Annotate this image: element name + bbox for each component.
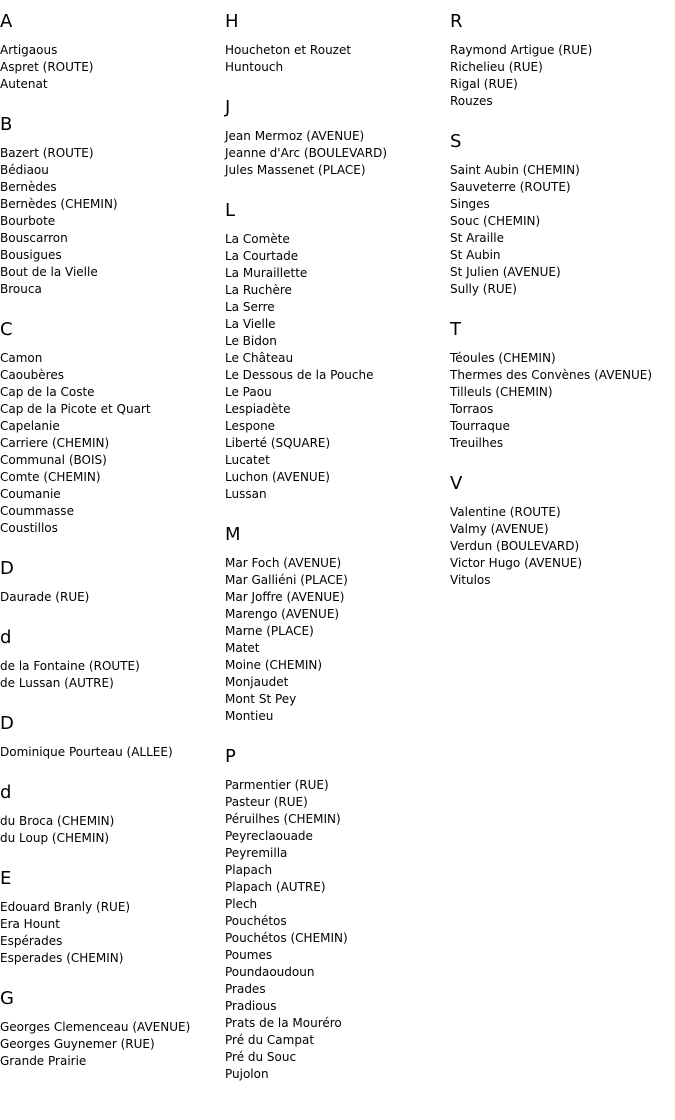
street-link[interactable]: Prats de la Mouréro: [225, 1016, 342, 1030]
street-link[interactable]: Treuilhes: [450, 436, 504, 450]
street-link[interactable]: Raymond Artigue (RUE): [450, 43, 593, 57]
street-list: [0, 589, 225, 606]
letter-section: [450, 320, 675, 452]
letter-heading: B: [0, 114, 13, 135]
street-link[interactable]: Georges Guynemer (RUE): [0, 1037, 155, 1051]
letter-heading: V: [450, 473, 463, 494]
street-link[interactable]: Mont St Pey: [225, 692, 297, 706]
street-link[interactable]: Era Hount: [0, 917, 60, 931]
street-link[interactable]: Espérades: [0, 934, 63, 948]
street-link[interactable]: Thermes des Convènes (AVENUE): [450, 368, 653, 382]
letter-heading: E: [0, 868, 12, 889]
street-list: [225, 777, 450, 1083]
street-link[interactable]: Jean Mermoz (AVENUE): [225, 129, 365, 143]
street-link[interactable]: Plapach (AUTRE): [225, 880, 326, 894]
street-link[interactable]: St Julien (AVENUE): [450, 265, 561, 279]
letter-section: [450, 12, 675, 110]
street-link[interactable]: Esperades (CHEMIN): [0, 951, 124, 965]
letter-heading: T: [450, 319, 461, 340]
street-list: [450, 350, 675, 452]
street-list: [225, 128, 450, 179]
street-link[interactable]: Cap de la Coste: [0, 385, 95, 399]
street-link[interactable]: Huntouch: [225, 60, 284, 74]
street-link[interactable]: Vitulos: [450, 573, 491, 587]
street-link[interactable]: Dominique Pourteau (ALLEE): [0, 745, 173, 759]
street-list: [225, 555, 450, 725]
street-link[interactable]: du Loup (CHEMIN): [0, 831, 110, 845]
letter-section: [225, 201, 450, 503]
letter-heading: A: [0, 11, 13, 32]
letter-section: [0, 869, 225, 967]
letter-heading: D: [0, 558, 14, 579]
street-link[interactable]: Torraos: [450, 402, 494, 416]
street-list: [0, 813, 225, 847]
street-link[interactable]: Poumes: [225, 948, 273, 962]
street-link[interactable]: La Comète: [225, 232, 290, 246]
street-link[interactable]: du Broca (CHEMIN): [0, 814, 115, 828]
street-link[interactable]: Plapach: [225, 863, 273, 877]
letter-heading: C: [0, 319, 13, 340]
street-link[interactable]: Péruilhes (CHEMIN): [225, 812, 341, 826]
street-link[interactable]: Bazert (ROUTE): [0, 146, 94, 160]
street-link[interactable]: Edouard Branly (RUE): [0, 900, 131, 914]
street-link[interactable]: Comte (CHEMIN): [0, 470, 101, 484]
letter-section: [450, 474, 675, 589]
street-link[interactable]: Bédiaou: [0, 163, 49, 177]
street-link[interactable]: Poundaoudoun: [225, 965, 315, 979]
index-column-3: [450, 12, 675, 611]
street-link[interactable]: Pré du Souc: [225, 1050, 297, 1064]
street-link[interactable]: Sauveterre (ROUTE): [450, 180, 571, 194]
street-link[interactable]: Peyreclaouade: [225, 829, 313, 843]
street-link[interactable]: Le Château: [225, 351, 294, 365]
street-link[interactable]: Tourraque: [450, 419, 510, 433]
street-link[interactable]: Coumanie: [0, 487, 61, 501]
letter-heading: H: [225, 11, 239, 32]
street-link[interactable]: Bouscarron: [0, 231, 68, 245]
street-link[interactable]: La Courtade: [225, 249, 299, 263]
street-link[interactable]: Georges Clemenceau (AVENUE): [0, 1020, 191, 1034]
street-link[interactable]: La Serre: [225, 300, 275, 314]
street-link[interactable]: Marne (PLACE): [225, 624, 314, 638]
street-link[interactable]: Montieu: [225, 709, 274, 723]
street-list: [0, 658, 225, 692]
street-link[interactable]: Bernèdes: [0, 180, 57, 194]
street-link[interactable]: Bout de la Vielle: [0, 265, 98, 279]
letter-heading: L: [225, 200, 236, 221]
street-link[interactable]: Pouchétos (CHEMIN): [225, 931, 348, 945]
street-link[interactable]: Moine (CHEMIN): [225, 658, 323, 672]
street-link[interactable]: La Vielle: [225, 317, 276, 331]
street-link[interactable]: Pradious: [225, 999, 277, 1013]
street-link[interactable]: Liberté (SQUARE): [225, 436, 331, 450]
letter-heading: M: [225, 524, 241, 545]
street-link[interactable]: Jeanne d'Arc (BOULEVARD): [225, 146, 387, 160]
street-list: [225, 42, 450, 76]
street-link[interactable]: Bourbote: [0, 214, 56, 228]
street-link[interactable]: de la Fontaine (ROUTE): [0, 659, 140, 673]
street-link[interactable]: Saint Aubin (CHEMIN): [450, 163, 580, 177]
street-link[interactable]: Sully (RUE): [450, 282, 517, 296]
street-link[interactable]: Mar Joffre (AVENUE): [225, 590, 345, 604]
street-list: [0, 1019, 225, 1070]
street-link[interactable]: Peyremilla: [225, 846, 288, 860]
street-link[interactable]: Coummasse: [0, 504, 74, 518]
street-link[interactable]: Tilleuls (CHEMIN): [450, 385, 553, 399]
index-column-1: [0, 12, 225, 1092]
letter-heading: d: [0, 627, 12, 648]
street-link[interactable]: Communal (BOIS): [0, 453, 107, 467]
street-link[interactable]: Bousigues: [0, 248, 62, 262]
street-link[interactable]: Victor Hugo (AVENUE): [450, 556, 583, 570]
street-link[interactable]: St Araille: [450, 231, 505, 245]
street-list: [225, 231, 450, 503]
street-link[interactable]: Caoubères: [0, 368, 64, 382]
letter-section: [450, 132, 675, 298]
letter-section: [225, 12, 450, 76]
street-link[interactable]: Verdun (BOULEVARD): [450, 539, 580, 553]
street-link[interactable]: Rigal (RUE): [450, 77, 518, 91]
street-link[interactable]: Brouca: [0, 282, 42, 296]
street-link[interactable]: Cap de la Picote et Quart: [0, 402, 151, 416]
street-link[interactable]: Pouchétos: [225, 914, 287, 928]
street-link[interactable]: Téoules (CHEMIN): [450, 351, 556, 365]
street-list: [450, 162, 675, 298]
street-link[interactable]: Capelanie: [0, 419, 60, 433]
street-link[interactable]: Lespiadète: [225, 402, 291, 416]
street-link[interactable]: Luchon (AVENUE): [225, 470, 330, 484]
street-link[interactable]: La Ruchère: [225, 283, 292, 297]
street-link[interactable]: Pré du Campat: [225, 1033, 315, 1047]
letter-heading: D: [0, 713, 14, 734]
street-link[interactable]: Pasteur (RUE): [225, 795, 308, 809]
letter-section: [225, 747, 450, 1083]
street-link[interactable]: Coustillos: [0, 521, 58, 535]
street-link[interactable]: Singes: [450, 197, 490, 211]
letter-heading: R: [450, 11, 463, 32]
street-link[interactable]: Houcheton et Rouzet: [225, 43, 352, 57]
letter-section: [0, 628, 225, 692]
street-link[interactable]: Grande Prairie: [0, 1054, 87, 1068]
street-link[interactable]: Richelieu (RUE): [450, 60, 543, 74]
street-list: [450, 504, 675, 589]
street-link[interactable]: Le Paou: [225, 385, 272, 399]
street-link[interactable]: Valmy (AVENUE): [450, 522, 549, 536]
street-link[interactable]: Matet: [225, 641, 260, 655]
street-link[interactable]: Carriere (CHEMIN): [0, 436, 110, 450]
street-link[interactable]: Mar Foch (AVENUE): [225, 556, 342, 570]
street-link[interactable]: Lucatet: [225, 453, 270, 467]
street-link[interactable]: Lespone: [225, 419, 276, 433]
street-link[interactable]: Monjaudet: [225, 675, 289, 689]
letter-section: [225, 525, 450, 725]
street-link[interactable]: de Lussan (AUTRE): [0, 676, 114, 690]
letter-heading: P: [225, 746, 236, 767]
street-link[interactable]: La Muraillette: [225, 266, 308, 280]
street-list: [0, 42, 225, 93]
letter-heading: J: [225, 97, 231, 118]
letter-section: [0, 12, 225, 93]
street-list: [0, 145, 225, 298]
street-link[interactable]: Autenat: [0, 77, 48, 91]
letter-section: [0, 989, 225, 1070]
street-list: [0, 744, 225, 761]
street-link[interactable]: Rouzes: [450, 94, 493, 108]
street-list: [450, 42, 675, 110]
street-link[interactable]: Valentine (ROUTE): [450, 505, 561, 519]
street-link[interactable]: Bernèdes (CHEMIN): [0, 197, 118, 211]
street-link[interactable]: Jules Massenet (PLACE): [225, 163, 366, 177]
street-link[interactable]: Camon: [0, 351, 43, 365]
street-link[interactable]: Le Bidon: [225, 334, 277, 348]
street-link[interactable]: Le Dessous de la Pouche: [225, 368, 374, 382]
index-column-2: [225, 12, 450, 1105]
street-link[interactable]: Aspret (ROUTE): [0, 60, 94, 74]
street-link[interactable]: Daurade (RUE): [0, 590, 90, 604]
street-link[interactable]: Prades: [225, 982, 266, 996]
letter-heading: S: [450, 131, 462, 152]
street-link[interactable]: Parmentier (RUE): [225, 778, 329, 792]
letter-heading: d: [0, 782, 12, 803]
street-list: [0, 350, 225, 537]
letter-section: [0, 559, 225, 606]
street-link[interactable]: Marengo (AVENUE): [225, 607, 340, 621]
street-link[interactable]: St Aubin: [450, 248, 501, 262]
street-link[interactable]: Lussan: [225, 487, 267, 501]
street-link[interactable]: Pujolon: [225, 1067, 269, 1081]
street-link[interactable]: Souc (CHEMIN): [450, 214, 541, 228]
letter-section: [0, 783, 225, 847]
letter-section: [0, 320, 225, 537]
letter-section: [0, 115, 225, 298]
street-link[interactable]: Artigaous: [0, 43, 58, 57]
street-list: [0, 899, 225, 967]
street-link[interactable]: Mar Galliéni (PLACE): [225, 573, 348, 587]
letter-heading: G: [0, 988, 14, 1009]
street-link[interactable]: Plech: [225, 897, 258, 911]
letter-section: [225, 98, 450, 179]
letter-section: [0, 714, 225, 761]
